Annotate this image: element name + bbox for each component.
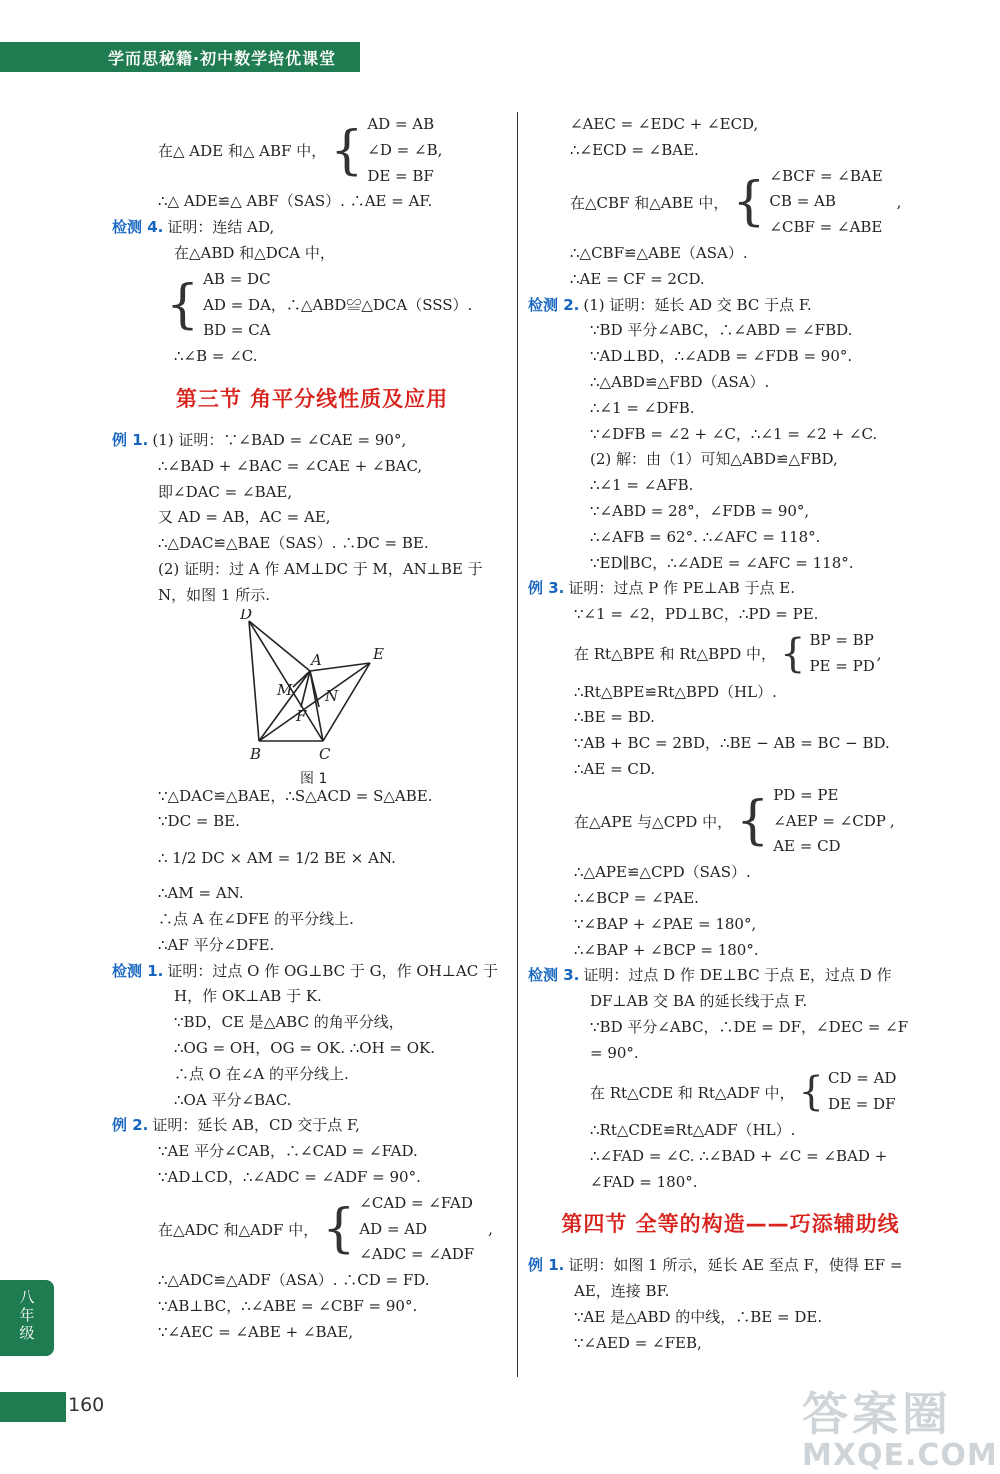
- left-column: [112, 112, 512, 1345]
- text-line: ∵∠AEC = ∠ABE + ∠BAE,: [158, 1322, 354, 1341]
- figure-caption: 图 1: [300, 770, 328, 784]
- right-column: [528, 112, 933, 1357]
- text-line: ∵AB + BC = 2BD，∴BE − AB = BC − BD.: [574, 734, 890, 753]
- brace-line: CB = AB: [769, 192, 836, 211]
- line-text: 证明：延长 AB，CD 交于点 F,: [152, 1116, 360, 1135]
- brace-line: PD = PE: [773, 785, 839, 804]
- brace-glyph: {: [166, 275, 200, 336]
- text-line: ∵∠DFB = ∠2 + ∠C，∴∠1 = ∠2 + ∠C.: [590, 424, 878, 443]
- text-line: ∵AD⊥CD，∴∠ADC = ∠ADF = 90°.: [158, 1167, 421, 1186]
- text-line: 在△ABD 和△DCA 中，: [174, 243, 335, 262]
- text-line: ∴AE = CF = 2CD.: [570, 269, 705, 288]
- watermark-text: 答案圈: [802, 1387, 952, 1441]
- text-line: [112, 428, 512, 454]
- text-line: [112, 1113, 512, 1139]
- brace-line: BP = BP: [809, 630, 874, 649]
- brace-line: BD = CA: [203, 321, 271, 340]
- section-title: 第三节 角平分线性质及应用: [175, 386, 449, 411]
- text-line: ∴ 1/2 DC × AM = 1/2 BE × AN.: [158, 849, 396, 868]
- text-line: ∵AD⊥BD，∴∠ADB = ∠FDB = 90°.: [590, 347, 853, 366]
- brace-glyph: {: [322, 1199, 356, 1260]
- brace-line: AE = CD: [773, 837, 841, 856]
- brace-line: ∠D = ∠B,: [367, 140, 443, 159]
- watermark-url: MXQE.COM: [802, 1438, 998, 1473]
- page-number-bar: [0, 1392, 66, 1422]
- label-M: M: [277, 680, 293, 699]
- grade-label: 八年级: [19, 1288, 35, 1342]
- text-line: ∵BD 平分∠ABC，∴∠ABD = ∠FBD.: [590, 321, 853, 340]
- brace-prefix: 在△CBF 和△ABE 中，: [570, 193, 729, 212]
- brace-block: [574, 628, 933, 680]
- text-line: ∴∠1 = ∠AFB.: [590, 476, 694, 495]
- text-line: ∴∠B = ∠C.: [174, 347, 258, 366]
- text-line: ∠FAD = 180°.: [590, 1172, 698, 1191]
- example-label: 例 2.: [112, 1116, 149, 1135]
- text-line: ∴△APE≌△CPD（SAS）.: [574, 863, 751, 882]
- text-line: (2) 证明：过 A 作 AM⊥DC 于 M，AN⊥BE 于: [158, 559, 483, 578]
- text-line: ∵∠1 = ∠2，PD⊥BC，∴PD = PE.: [574, 605, 819, 624]
- brace-block: [158, 112, 512, 189]
- brace-prefix: 在△APE 与△CPD 中，: [574, 812, 733, 831]
- text-line: [112, 959, 512, 985]
- figure-diagram: [112, 609, 512, 784]
- brace-block: [570, 164, 933, 241]
- text-line: [528, 963, 933, 989]
- text-line: ∴△CBF≌△ABE（ASA）.: [570, 243, 748, 262]
- label-F: F: [296, 706, 307, 725]
- brace-glyph: {: [780, 630, 806, 677]
- text-line: ∴点 A 在∠DFE 的平分线上.: [158, 909, 354, 928]
- brace-line: PE = PD: [809, 656, 875, 675]
- line-text: (1) 证明：∵∠BAD = ∠CAE = 90°,: [152, 430, 407, 449]
- section-title: 第四节 全等的构造——巧添辅助线: [561, 1212, 900, 1237]
- label-A: A: [311, 650, 322, 669]
- text-line: 又 AD = AB，AC = AE,: [158, 508, 331, 527]
- text-line: N，如图 1 所示.: [158, 585, 270, 604]
- page-number: 160: [68, 1394, 105, 1416]
- brace-glyph: {: [736, 791, 770, 852]
- example-label: 例 1.: [112, 430, 149, 449]
- brace-prefix: 在 Rt△CDE 和 Rt△ADF 中，: [590, 1083, 795, 1102]
- text-line: (2) 解：由（1）可知△ABD≌△FBD,: [590, 450, 838, 469]
- text-line: 即∠DAC = ∠BAE,: [158, 482, 293, 501]
- exercise-label: 检测 3.: [528, 966, 580, 985]
- text-line: ∵∠AED = ∠FEB,: [574, 1333, 702, 1352]
- text-line: [112, 215, 512, 241]
- text-line: ∵∠ABD = 28°，∠FDB = 90°,: [590, 501, 810, 520]
- brace-prefix: 在 Rt△BPE 和 Rt△BPD 中，: [574, 645, 776, 664]
- text-line: ∵BD，CE 是△ABC 的角平分线，: [174, 1013, 404, 1032]
- brace-block: [574, 783, 933, 860]
- text-line: ∵∠BAP + ∠PAE = 180°,: [574, 914, 757, 933]
- text-line: ∴∠AFB = 62°. ∴∠AFC = 118°.: [590, 527, 821, 546]
- text-line: ∠AEC = ∠EDC + ∠ECD,: [570, 115, 759, 133]
- brace-line: ∠BCF = ∠BAE: [769, 166, 883, 185]
- brace-prefix: 在△ ADE 和△ ABF 中，: [158, 142, 327, 161]
- text-line: ∴△ABD≌△FBD（ASA）.: [590, 372, 770, 391]
- brace-line: AD = DA，∴△ABD≌△DCA（SSS）.: [203, 295, 473, 314]
- brace-glyph: {: [732, 172, 766, 233]
- brace-line: ∠AEP = ∠CDP: [773, 811, 886, 830]
- geometry-figure: [112, 609, 512, 784]
- label-B: B: [250, 744, 262, 763]
- text-line: ∴∠BCP = ∠PAE.: [574, 888, 699, 907]
- line-text: 证明：过点 D 作 DE⊥BC 于点 E，过点 D 作: [583, 966, 892, 985]
- line-text: 证明：如图 1 所示，延长 AE 至点 F，使得 EF =: [568, 1256, 903, 1275]
- grade-tab: [0, 1280, 54, 1356]
- text-line: ∴∠FAD = ∠C. ∴∠BAD + ∠C = ∠BAD +: [590, 1146, 888, 1165]
- text-line: ∴∠ECD = ∠BAE.: [570, 140, 699, 159]
- brace-line: AD = AB: [367, 115, 435, 133]
- text-line: DF⊥AB 交 BA 的延长线于点 F.: [590, 992, 808, 1011]
- text-line: ∵BD 平分∠ABC，∴DE = DF，∠DEC = ∠F: [590, 1017, 909, 1036]
- brace-line: CD = AD: [827, 1069, 897, 1088]
- brace-glyph: {: [798, 1069, 824, 1116]
- header-banner: [0, 42, 360, 72]
- brace-line: DE = BF: [367, 166, 434, 185]
- label-E: E: [373, 644, 384, 663]
- brace-trailing-comma: ,: [488, 1220, 493, 1239]
- brace-line: AB = DC: [203, 269, 271, 288]
- label-N: N: [325, 686, 339, 705]
- example-label: 例 3.: [528, 579, 565, 598]
- edge-BE: [259, 663, 370, 741]
- label-D: D: [240, 608, 253, 623]
- text-line: ∵DC = BE.: [158, 812, 240, 831]
- text-line: ∵△DAC≌△BAE，∴S△ACD = S△ABE.: [158, 786, 433, 805]
- text-line: ∵AB⊥BC，∴∠ABE = ∠CBF = 90°.: [158, 1296, 418, 1315]
- brace-line: AD = AD: [359, 1219, 428, 1238]
- text-line: ∴Rt△CDE≌Rt△ADF（HL）.: [590, 1121, 796, 1140]
- text-line: ∴∠BAD + ∠BAC = ∠CAE + ∠BAC,: [158, 456, 423, 475]
- example-label: 例 1.: [528, 1256, 565, 1275]
- brace-line: ∠CAD = ∠FAD: [359, 1193, 473, 1212]
- text-line: ∵ED∥BC，∴∠ADE = ∠AFC = 118°.: [590, 553, 854, 572]
- brace-line: ∠CBF = ∠ABE: [769, 218, 883, 237]
- brace-trailing-comma: ,: [876, 644, 882, 663]
- text-line: ∴Rt△BPE≌Rt△BPD（HL）.: [574, 682, 777, 701]
- header-title: 学而思秘籍·初中数学培优课堂: [108, 49, 337, 68]
- text-line: ∴BE = BD.: [574, 708, 655, 727]
- exercise-label: 检测 4.: [112, 218, 164, 237]
- text-line: ∴AM = AN.: [158, 884, 244, 903]
- text-line: [528, 293, 933, 319]
- brace-block: [158, 1191, 512, 1268]
- text-line: ∴∠1 = ∠DFB.: [590, 398, 695, 417]
- text-line: ∴△ADC≌△ADF（ASA）. ∴CD = FD.: [158, 1271, 430, 1290]
- text-line: = 90°.: [590, 1043, 639, 1062]
- text-line: ∵AE 是△ABD 的中线，∴BE = DE.: [574, 1308, 823, 1327]
- text-line: ∴△ ADE≌△ ABF（SAS）. ∴AE = AF.: [158, 192, 433, 211]
- edge-DB: [249, 621, 259, 741]
- text-line: ∴△DAC≌△BAE（SAS）. ∴DC = BE.: [158, 534, 429, 553]
- line-text: 证明：过点 P 作 PE⊥AB 于点 E.: [568, 579, 796, 598]
- text-line: ∵AE 平分∠CAB，∴∠CAD = ∠FAD.: [158, 1142, 418, 1161]
- edge-DA: [249, 621, 310, 671]
- text-line: ∴∠BAP + ∠BCP = 180°.: [574, 940, 759, 959]
- text-line: [528, 576, 933, 602]
- line-text: 证明：过点 O 作 OG⊥BC 于 G，作 OH⊥AC 于: [167, 961, 498, 980]
- brace-glyph: {: [330, 120, 364, 181]
- exercise-label: 检测 1.: [112, 961, 164, 980]
- text-line: ∴OA 平分∠BAC.: [174, 1090, 292, 1109]
- text-line: [528, 1253, 933, 1279]
- watermark: [802, 1378, 998, 1473]
- text-line: ∴OG = OH，OG = OK. ∴OH = OK.: [174, 1038, 436, 1057]
- line-text: (1) 证明：延长 AD 交 BC 于点 F.: [583, 295, 812, 314]
- brace-block: [162, 267, 512, 344]
- line-text: 证明：连结 AD,: [167, 218, 275, 237]
- text-line: ∴点 O 在∠A 的平分线上.: [174, 1064, 349, 1083]
- text-line: ∴AE = CD.: [574, 759, 656, 778]
- brace-trailing-comma: ,: [896, 193, 902, 212]
- brace-trailing-comma: ,: [889, 812, 895, 831]
- label-C: C: [319, 744, 331, 763]
- brace-block: [590, 1066, 933, 1118]
- brace-prefix: 在△ADC 和△ADF 中，: [158, 1220, 319, 1239]
- brace-line: DE = DF: [827, 1095, 896, 1114]
- column-divider: [517, 112, 518, 1377]
- text-line: H，作 OK⊥AB 于 K.: [174, 987, 322, 1006]
- brace-line: ∠ADC = ∠ADF: [359, 1245, 475, 1264]
- exercise-label: 检测 2.: [528, 295, 580, 314]
- text-line: AE，连接 BF.: [574, 1282, 670, 1301]
- text-line: ∴AF 平分∠DFE.: [158, 935, 275, 954]
